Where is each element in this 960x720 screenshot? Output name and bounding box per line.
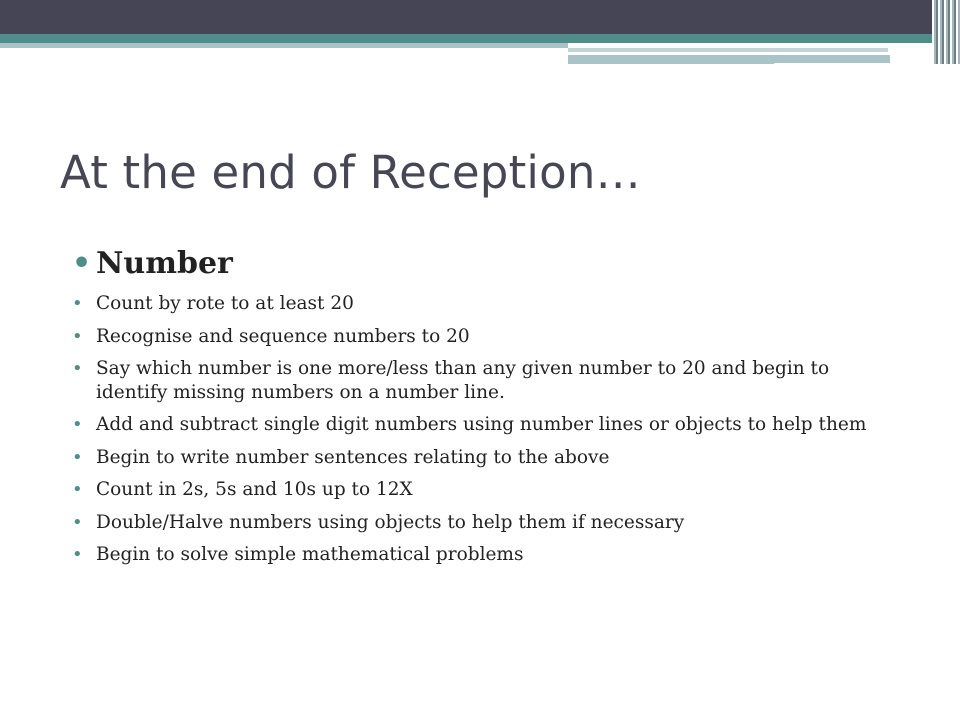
section-heading: • Number <box>72 244 902 284</box>
header-band-dark <box>0 0 960 34</box>
slide-body <box>72 244 902 576</box>
header-band-light-right-lower <box>568 55 774 64</box>
header-stripes <box>932 0 960 64</box>
header-band-light <box>0 43 568 48</box>
list-item: • Count in 2s, 5s and 10s up to 12X <box>72 478 902 502</box>
list-item: • Double/Halve numbers using objects to help them if necessary <box>72 511 902 535</box>
header-band-teal <box>0 34 960 43</box>
header-band-light-right <box>568 48 888 52</box>
bullet-list <box>72 244 902 567</box>
list-item: • Begin to write number sentences relating to the above <box>72 446 902 470</box>
list-item: • Say which number is one more/less than any given number to 20 and begin to identify missing numbers on a number line. <box>72 357 902 404</box>
list-item: • Recognise and sequence numbers to 20 <box>72 325 902 349</box>
list-item: • Add and subtract single digit numbers using number lines or objects to help them <box>72 413 902 437</box>
header-band-light-right-tail <box>774 55 890 63</box>
slide-title: At the end of Reception… <box>60 146 641 199</box>
list-item: • Begin to solve simple mathematical problems <box>72 543 902 567</box>
list-item: • Count by rote to at least 20 <box>72 292 902 316</box>
